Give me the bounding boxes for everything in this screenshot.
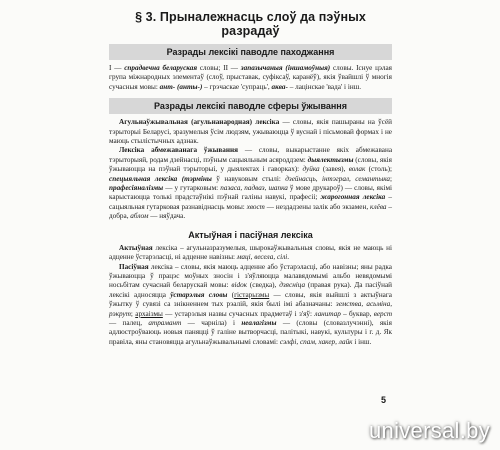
text-run: — устарэлыя назвы сучасных прадметаў і з'яў:	[162, 309, 315, 318]
page-number: 5	[381, 395, 387, 405]
text-run: — няўдача.	[148, 212, 186, 221]
text-run: — нездадзены залік або экзамен,	[264, 202, 371, 211]
paragraph-active-vocabulary	[109, 244, 392, 263]
text-run: ;	[130, 309, 136, 318]
text-run: дзясніца	[279, 281, 306, 290]
text-run: Пасіўная	[119, 262, 149, 271]
text-run: I —	[109, 64, 125, 72]
text-run: жарогонная лексіка	[320, 193, 386, 202]
text-run: ў мове друкароў) — словы, якімі карыстаюцца толькі прадстаўнікі пэўнай галіны навукі, прафесіі;	[109, 184, 392, 202]
text-run: — палец,	[109, 318, 149, 327]
text-run: атрамант	[148, 318, 182, 327]
text-run: Лексіка абмежаванага ўжывання	[119, 146, 238, 155]
paragraph-origin	[109, 64, 392, 92]
page-content	[109, 10, 392, 347]
text-run: (завея),	[319, 165, 349, 174]
text-run: ант- (анты-)	[159, 82, 203, 91]
text-run: – грэчаскае 'супраць',	[202, 82, 272, 91]
text-run: гістарызмы	[234, 290, 270, 299]
text-run: лексіка – агульназразумелыя, шырокаўжывальныя словы, якія не маюць ні адценне ўстарэласці, ні адценне навізны:	[109, 243, 392, 262]
text-run: маці, весела, сілі	[236, 253, 288, 262]
text-run: спрадвечна беларуская	[124, 64, 198, 72]
text-run: запазычаныя (іншамоўныя)	[240, 64, 331, 72]
text-run: ланитар	[314, 309, 341, 318]
text-run: віdок	[231, 281, 248, 290]
paragraph-limited-vocabulary	[109, 146, 392, 221]
text-run: клёва	[370, 202, 387, 211]
watermark-logo: universal.by	[369, 418, 490, 443]
text-run: .	[287, 253, 290, 262]
text-run: – добра,	[109, 202, 392, 221]
text-run: (столь);	[365, 165, 393, 174]
text-run: дуйка	[302, 165, 320, 174]
text-run: ўстарэлыя словы	[170, 290, 228, 299]
text-run: – сацыяльная гутарковая разнавіднасць мовы:	[109, 193, 392, 211]
text-run: — (словы (словазлучэнні), якія адлюстроўваюць новыя паняцці ў галіне вытворчасці, палітыкі, навукі, культуры і г. д. Як правіла, яны становяцца агульнаўжывальнымі словамі:	[109, 318, 392, 346]
text-run: дзейнасць, інтэграл, семантыка	[285, 174, 390, 183]
text-run: — у гутарковым:	[163, 184, 221, 193]
text-run: лексіка – словы, якія маюць адценне або ўстарэласці, або навізны; яны радка ўжываюцца ў працэс моўных зносін і з'яўляюцца малавядомымі альбо невядомымі носьбітам сучаснай беларускай мовы:	[109, 262, 392, 290]
text-run: словы. Існуе цэлая група міжнародных элементаў (слоў, прыставак, суфіксаў, каранёў), якія ўвайшлі ў многія сучасныя мовы:	[109, 64, 392, 91]
text-run: аблом	[130, 212, 149, 221]
text-run: (правая рука). Да пасіўнай лексікі адносяцца	[109, 281, 393, 299]
section-heading-origin: Разрады лексікі паводле паходжання	[109, 44, 392, 60]
text-run: (сведка),	[247, 281, 280, 290]
text-run: неалагізмы	[241, 318, 277, 327]
paragraph-common-vocabulary	[109, 118, 392, 146]
text-run: сэлфі, спам, хакер, лайк	[279, 337, 353, 346]
text-run: і інш.	[352, 337, 372, 346]
text-run: пазаса, падваз, шапка	[220, 184, 288, 193]
section-heading-usage: Разрады лексікі паводле сферы ўжывання	[109, 98, 392, 114]
text-run: дыялектызмы	[307, 155, 354, 164]
text-run: волак	[348, 165, 366, 174]
text-run: ;	[390, 174, 392, 183]
text-run: – буквар,	[340, 309, 374, 318]
text-run: Агульнаўжывальная (агульнанародная) лексіка	[119, 118, 280, 127]
text-run: (	[227, 290, 235, 299]
page-title: § 3. Прыналежнасць слоў да пэўных разрадаў	[135, 10, 366, 38]
text-run: хвост	[246, 202, 265, 211]
text-run: словы; II —	[197, 64, 241, 72]
text-run: (словы, якія ўжываюцца на пэўнай тэрыторыі, у дыялектах і гаворках):	[109, 155, 392, 174]
text-run: ў навуковым стылі:	[211, 174, 286, 183]
text-run: спецыяльная лексіка (тэрміны	[109, 174, 212, 183]
text-run: земства, асьміна, рэкрут	[109, 300, 392, 318]
text-run: аква-	[271, 82, 288, 91]
text-run: — чарніла) і	[181, 318, 242, 327]
text-run: архаізмы	[135, 309, 163, 318]
text-run: верст	[373, 309, 393, 318]
text-run: — словы, якія выйшлі з актыўнага ўжытку ў сувязі са знікненнем тых рэалій, якія былі імі абазначаны:	[109, 290, 392, 309]
text-run: – лацінскае 'вада' і інш.	[287, 82, 362, 91]
text-run: прафесіяналізмы	[109, 184, 164, 193]
paragraph-passive-vocabulary	[109, 263, 392, 348]
text-run: — словы, выкарыстанне якіх абмежавана тэрыторыяй, родам дзейнасці, пэўным сацыяльным асяроддзем:	[109, 146, 393, 164]
text-run: — словы, якія пашыраны на ўсёй тэрыторыі Беларусі, зразумелыя ўсім людзям, ужываюцца ў вуснай і пісьмовай формах і не маюць стылістычных адзнак.	[109, 118, 392, 146]
section-heading-active-passive: Актыўная і пасіўная лексіка	[188, 229, 313, 240]
text-run: Актыўная	[119, 243, 153, 252]
